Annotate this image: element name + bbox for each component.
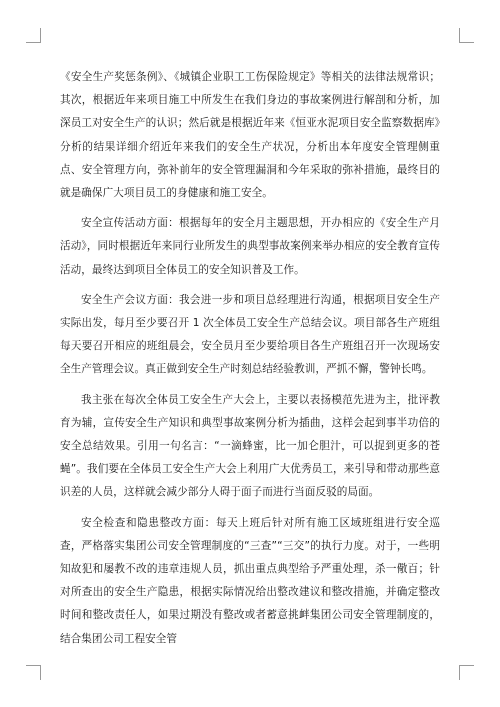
paragraph-legal-knowledge: 《安全生产奖惩条例》、《城镇企业职工工伤保险规定》等相关的法律法规常识；其次，根据近年来项目施工中所发生在我们身边的事故案例进行解剖和分析，加深员工对安全生产的认识；然后就是根据近年来《恒亚水泥项目安全监察数据库》分析的结果详细介绍近年来我们的安全生产状况，分析出本年度安全管理侧重点、安全管理方向，弥补前年的安全管理漏洞和今年采取的弥补措施，最终目的就是确保广大项目员工的身健康和施工安全。 [60,71,440,200]
paragraph-safety-publicity: 安全宣传活动方面：根据每年的安全月主题思想，开办相应的《安全生产月活动》，同时根据近年来同行业所发生的典型事故案例来举办相应的安全教育宣传活动，最终达到项目全体员工的安全知识普及工作。 [60,217,440,276]
document-body [60,66,440,658]
paragraph-safety-meetings: 安全生产会议方面：我会进一步和项目总经理进行沟通，根据项目安全生产实际出发，每月至少要召开 1 次全体员工安全生产总结会议。项目部各生产班组每天要召开相应的班组晨会，安全员月至少要给项目各生产班组召开一次现场安全生产管理会议。真正做到安全生产时刻总结经验教训，严抓不懈，警钟长鸣。 [60,293,440,376]
paragraph-inspection-rectification: 安全检查和隐患整改方面：每天上班后针对所有施工区域班组进行安全巡查，严格落实集团公司安全管理制度的“三查”“三交”的执行力度。对于，一些明知故犯和屡教不改的违章违规人员，抓出重点典型给予严重处理，杀一儆百；针对所查出的安全生产隐患，根据实际情况给出整改建议和整改措施，并确定整改时间和整改责任人，如果过期没有整改或者蓄意挑衅集团公司安全管理制度的，结合集团公司工程安全管 [60,516,440,645]
crop-mark-top-left [26,28,41,43]
paragraph-praise-and-criticism: 我主张在每次全体员工安全生产大会上，主要以表扬模范先进为主，批评教育为辅，宣传安全生产知识和典型事故案例分析为插曲，这样会起到事半功倍的安全总结效果。引用一句名言：“一滴蜂蜜，比一加仑胆汁，可以捉到更多的苍蝇”。我们要在全体员工安全生产大会上利用广大优秀员工，来引导和带动那些意识差的人员，这样就会减少部分人碍于面子而进行当面反驳的局面。 [60,393,440,499]
crop-mark-bottom-left [26,665,41,680]
crop-mark-bottom-right [459,665,474,680]
crop-mark-top-right [459,28,474,43]
